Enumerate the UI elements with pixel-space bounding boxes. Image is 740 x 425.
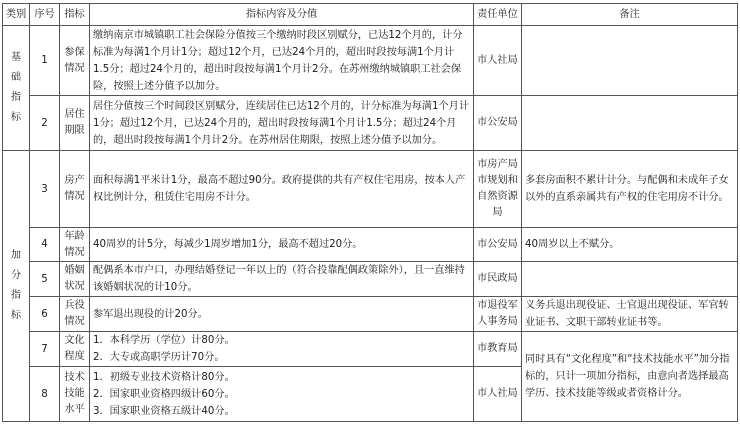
indicator-name: 婚姻 状况 (60, 262, 90, 297)
responsible-dept: 市公安局 (474, 228, 522, 262)
remark (522, 262, 738, 297)
row-number: 6 (30, 297, 60, 332)
row-number: 8 (30, 367, 60, 422)
remark (522, 26, 738, 96)
indicator-name: 文化 程度 (60, 332, 90, 367)
table-header-row (3, 4, 738, 26)
indicator-content: 居住分值按三个时间段区别赋分，连续居住已达12个月的，计分标准为每满1个月计1分；超过12个月，已达24个月的，超出时段按每满1个月计1.5分；超过24个月的，超出时段按每满1个月计2分。在苏州居住期限，按照上述分值予以加分。 (90, 96, 474, 151)
row-number: 1 (30, 26, 60, 96)
responsible-dept: 市民政局 (474, 262, 522, 297)
header-category: 类别 (3, 4, 30, 26)
row-number: 3 (30, 151, 60, 228)
remark: 多套房面积不累计计分。与配偶和未成年子女以外的直系亲属共有产权的住宅用房不计分。 (522, 151, 738, 228)
indicator-content: 40周岁的计5分，每减少1周岁增加1分，最高不超过20分。 (90, 228, 474, 262)
remark: 义务兵退出现役证、士官退出现役证、军官转业证书、文职干部转业证书等。 (522, 297, 738, 332)
indicator-content: 1．本科学历（学位）计80分。 2．大专或高职学历计70分。 (90, 332, 474, 367)
responsible-dept: 市公安局 (474, 96, 522, 151)
indicator-name: 年龄 情况 (60, 228, 90, 262)
indicator-name: 居住 期限 (60, 96, 90, 151)
table-row (3, 228, 738, 262)
table-row (3, 26, 738, 96)
remark (522, 96, 738, 151)
indicator-content: 参军退出现役的计20分。 (90, 297, 474, 332)
responsible-dept: 市退役军 人事务局 (474, 297, 522, 332)
indicator-content: 1．初级专业技术资格计80分。 2．国家职业资格四级计60分。 3．国家职业资格五级计40分。 (90, 367, 474, 422)
category-basic: 基 础 指 标 (3, 26, 30, 151)
table-row (3, 96, 738, 151)
points-indicator-table (2, 3, 738, 422)
indicator-content: 缴纳南京市城镇职工社会保险分值按三个缴纳时段区别赋分，已达12个月的，计分标准为每满1个月计1分；超过12个月，已达24个月的，超出时段按每满1个月计1.5分；超过24个月的，超出时段按每满1个月计2分。在苏州缴纳城镇职工社会保险，按照上述分值予以加分。 (90, 26, 474, 96)
indicator-content: 配偶系本市户口，办理结婚登记一年以上的（符合投靠配偶政策除外），且一直维持该婚姻状况的计10分。 (90, 262, 474, 297)
header-number: 序号 (30, 4, 60, 26)
row-number: 4 (30, 228, 60, 262)
indicator-name: 房产 情况 (60, 151, 90, 228)
responsible-dept: 市人社局 (474, 26, 522, 96)
indicator-name: 兵役 情况 (60, 297, 90, 332)
responsible-dept: 市人社局 (474, 367, 522, 422)
table-row (3, 332, 738, 367)
header-department: 责任单位 (474, 4, 522, 26)
shared-remark: 同时具有“文化程度”和“技术技能水平”加分指标的，只计一项加分指标，由意向者选择最高学历、技术技能等级或者资格计分。 (522, 332, 738, 422)
indicator-content: 面积每满1平米计1分，最高不超过90分。政府提供的共有产权住宅用房，按本人产权比例计分，租赁住宅用房不计分。 (90, 151, 474, 228)
header-indicator: 指标 (60, 4, 90, 26)
table-row (3, 151, 738, 228)
header-remark: 备注 (522, 4, 738, 26)
row-number: 5 (30, 262, 60, 297)
remark: 40周岁以上不赋分。 (522, 228, 738, 262)
responsible-dept: 市房产局 市规划和 自然资源 局 (474, 151, 522, 228)
indicator-name: 参保 情况 (60, 26, 90, 96)
responsible-dept: 市教育局 (474, 332, 522, 367)
table-row (3, 297, 738, 332)
header-content: 指标内容及分值 (90, 4, 474, 26)
row-number: 2 (30, 96, 60, 151)
table-row (3, 262, 738, 297)
indicator-name: 技术 技能 水平 (60, 367, 90, 422)
category-bonus: 加 分 指 标 (3, 151, 30, 422)
row-number: 7 (30, 332, 60, 367)
